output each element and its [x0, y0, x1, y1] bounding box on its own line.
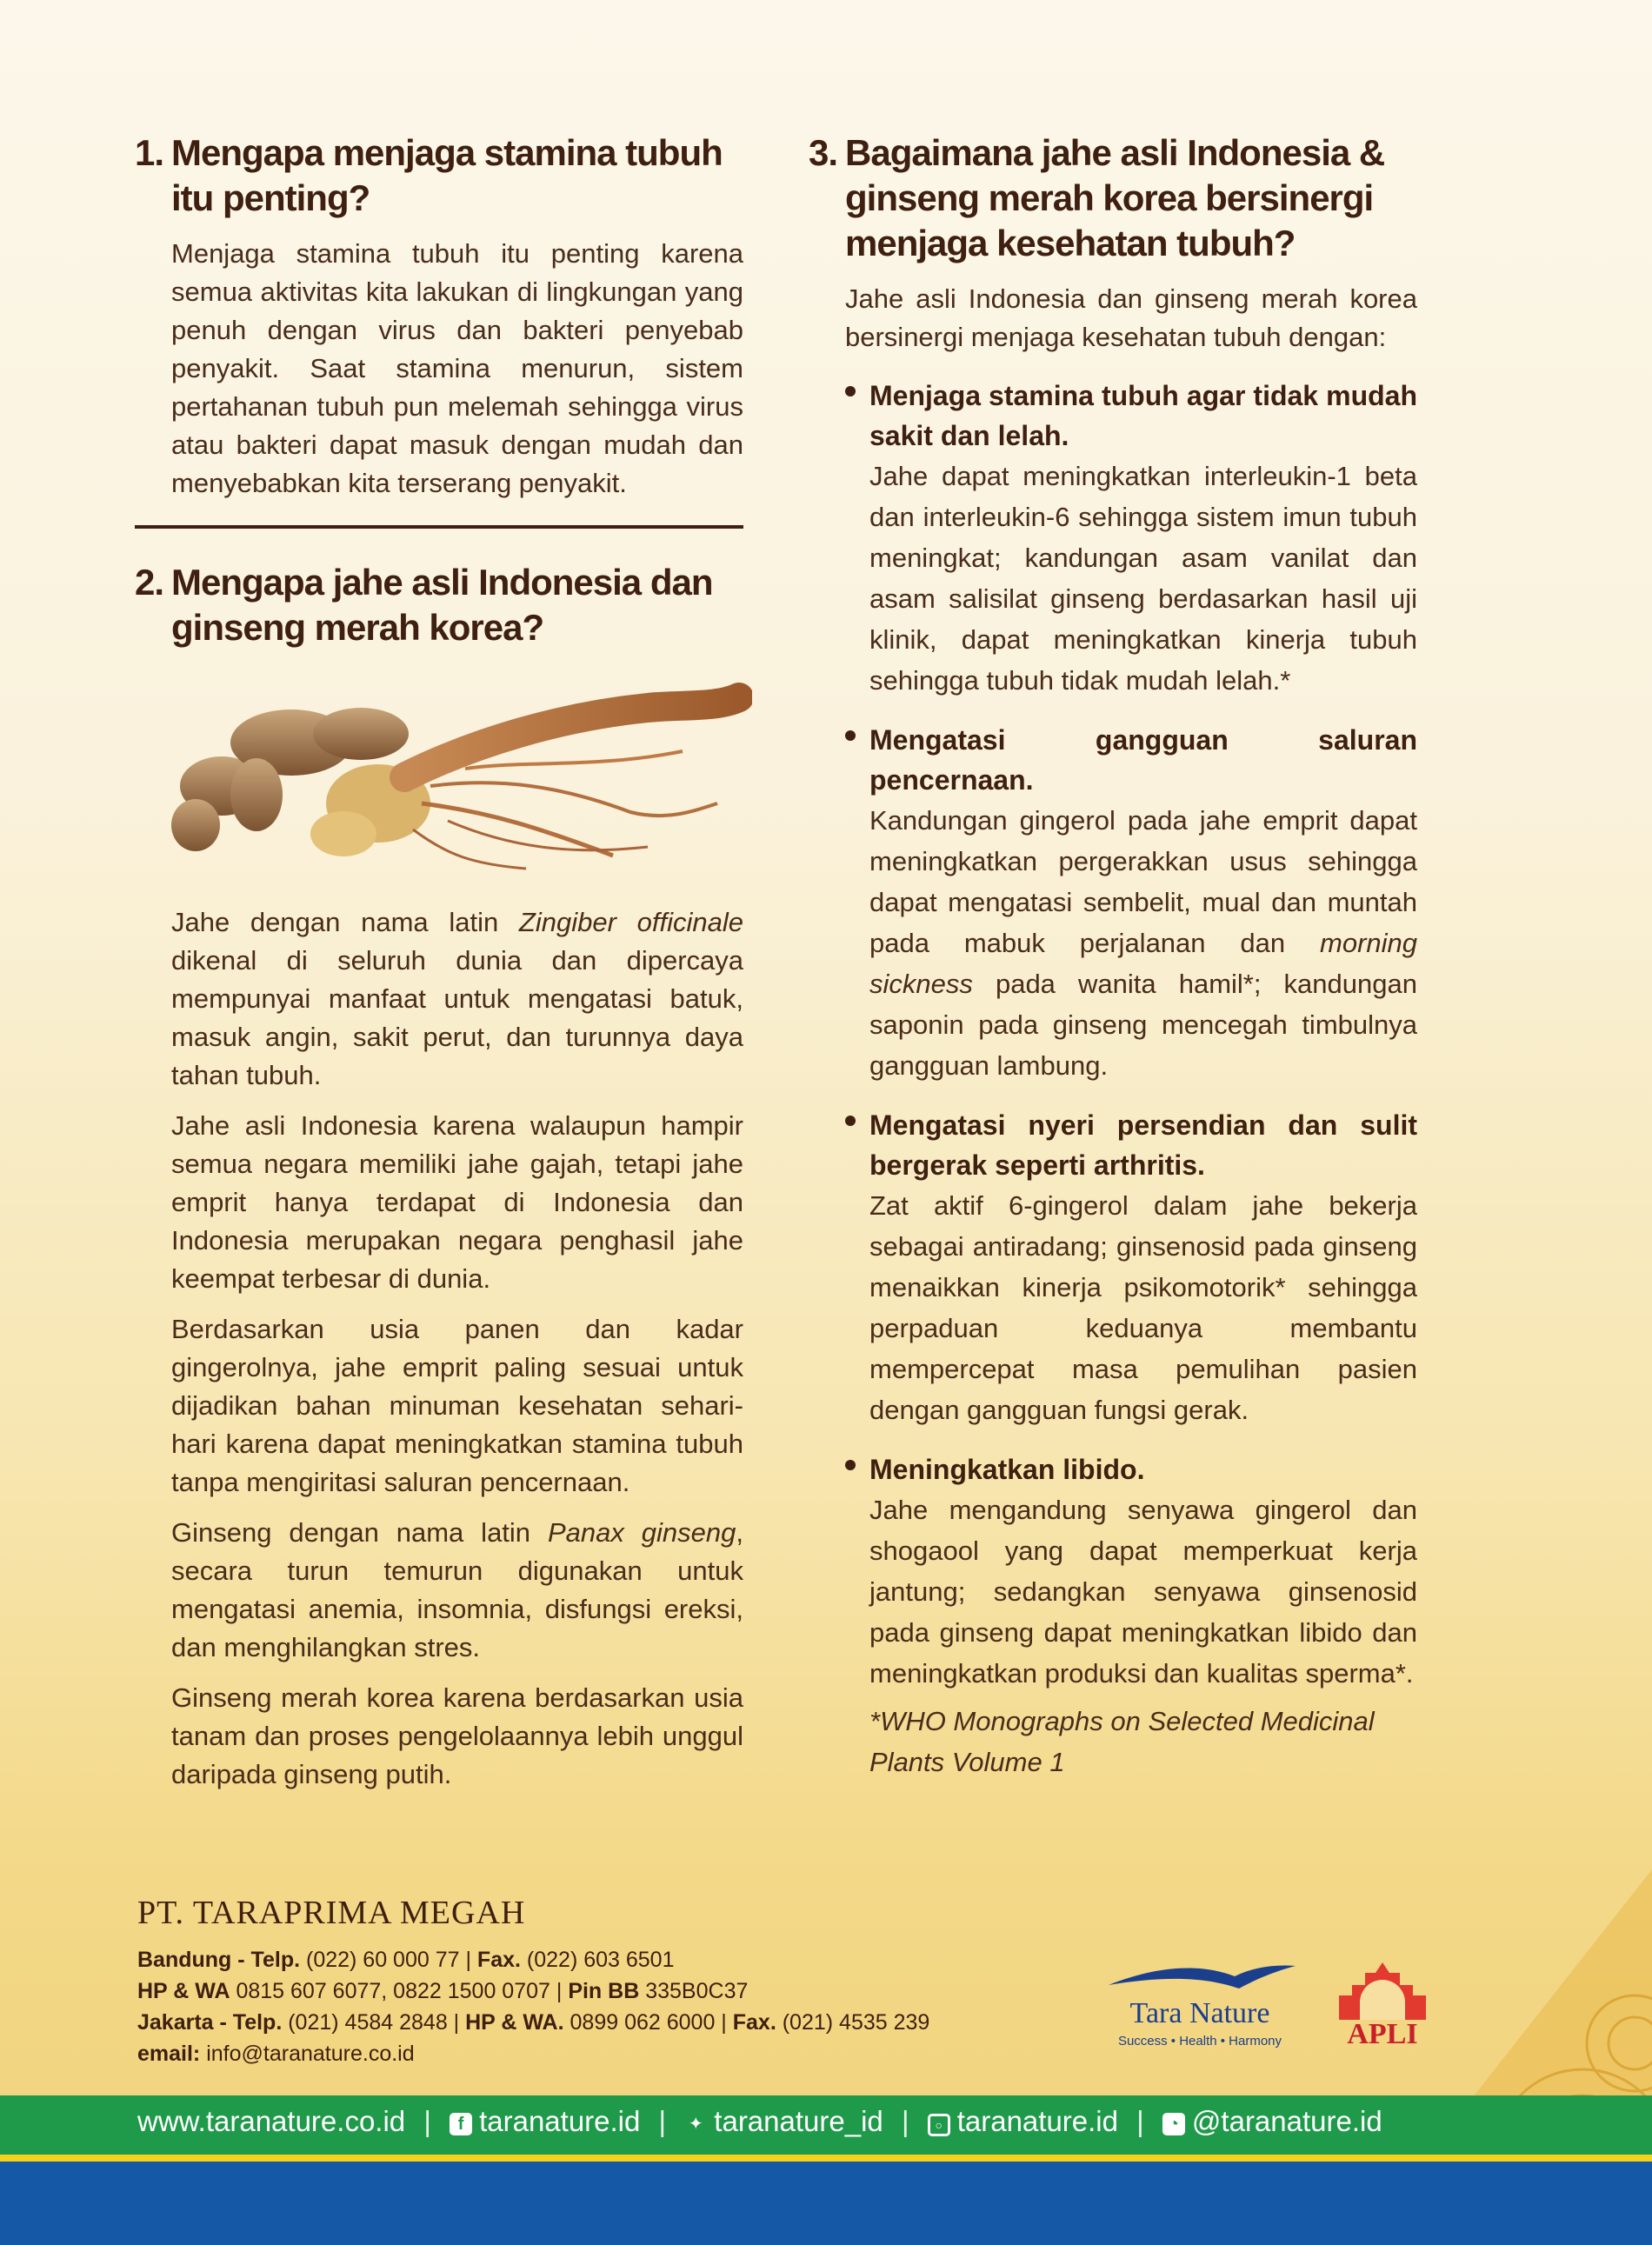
bullet-dot — [845, 386, 856, 396]
apli-text: APLI — [1347, 2018, 1418, 2050]
benefit-body: Zat aktif 6-gingerol dalam jahe bekerja sebagai antiradang; ginsenosid pada ginseng menaikkan kinerja psikomotorik* sehingga perpaduan keduanya membantu mempercepat masa pemulihan pasien dengan gangguan fungsi gerak. — [869, 1190, 1417, 1425]
twitter-icon: ✦ — [688, 2115, 703, 2134]
benefit-item-joints — [809, 1105, 1417, 1430]
benefit-body: Kandungan gingerol pada jahe emprit dapat meningkatkan pergerakkan usus sehingga dapat mengatasi sembelit, mual dan muntah pada mabuk perjalanan dan morning sickness pada wanita hamil*; kandungan saponin pada ginseng mencegah timbulnya gangguan lambung. — [869, 805, 1417, 1081]
benefit-title: Menjaga stamina tubuh agar tidak mudah sakit dan lelah. — [869, 380, 1417, 451]
section2-paragraph-3: Berdasarkan usia panen dan kadar gingerolnya, jahe emprit paling sesuai untuk dijadikan bahan minuman kesehatan sehari-hari karena dapat meningkatkan stamina tubuh tanpa mengiritasi saluran pencernaan. — [171, 1314, 743, 1497]
benefit-title: Mengatasi gangguan saluran pencernaan. — [869, 724, 1417, 796]
bullet-dot — [845, 1460, 856, 1470]
company-name: PT. TARAPRIMA MEGAH — [137, 1895, 526, 1931]
benefit-title: Meningkatkan libido. — [869, 1454, 1145, 1485]
apli-logo — [1322, 1961, 1443, 2074]
section2-title: Mengapa jahe asli Indonesia dan ginseng merah korea? — [171, 562, 713, 648]
separator: | — [658, 2105, 667, 2137]
instagram-link[interactable]: ○ taranature.id — [928, 2105, 1118, 2137]
website-link[interactable]: www.taranature.co.id — [137, 2105, 406, 2137]
section2-number: 2. — [135, 562, 164, 603]
left-column — [135, 130, 743, 1806]
benefit-item-digestion — [809, 720, 1417, 1086]
section1-title: Mengapa menjaga stamina tubuh itu penting? — [171, 132, 723, 218]
section1-body: Menjaga stamina tubuh itu penting karena semua aktivitas kita lakukan di lingkungan yang penuh dengan virus dan bakteri penyebab penyakit. Saat stamina menurun, sistem pertahanan tubuh pun melemah sehingga virus atau bakteri dapat masuk dengan mudah dan menyebabkan kita terserang penyakit. — [171, 238, 743, 498]
apli-crown-icon — [1322, 1961, 1443, 2022]
contact-jakarta: Jakarta - Telp. (021) 4584 2848 | HP & WA. 0899 062 6000 | Fax. (021) 4535 239 — [137, 2010, 930, 2035]
right-column — [809, 130, 1417, 1782]
bird-icon — [1091, 1961, 1309, 1995]
section3-heading — [809, 130, 1417, 266]
reference-note: *WHO Monographs on Selected Medicinal Plants Volume 1 — [869, 1706, 1375, 1777]
section-divider — [135, 525, 743, 529]
benefit-body: Jahe mengandung senyawa gingerol dan shogaool yang dapat memperkuat kerja jantung; sedangkan senyawa ginsenosid pada ginseng dapat meningkatkan libido dan meningkatkan produksi dan kualitas sperma*. — [869, 1495, 1417, 1689]
section2-paragraph-1: Jahe dengan nama latin Zingiber officinale dikenal di seluruh dunia dan dipercaya mempunyai manfaat untuk mengatasi batuk, masuk angin, sakit perut, dan turunnya daya tahan tubuh. — [171, 907, 743, 1090]
tara-nature-name: Tara Nature — [1129, 1997, 1270, 2029]
separator: | — [901, 2105, 909, 2137]
contact-bandung-line2: HP & WA 0815 607 6077, 0822 1500 0707 | Pin BB 335B0C37 — [137, 1979, 749, 2003]
separator: | — [423, 2105, 431, 2137]
email-link[interactable]: info@taranature.co.id — [206, 2042, 415, 2066]
contact-email: email: info@taranature.co.id — [137, 2042, 415, 2066]
line-icon: ◔ — [1162, 2113, 1185, 2135]
section2-paragraph-5: Ginseng merah korea karena berdasarkan usia tanam dan proses pengelolaannya lebih unggul daripada ginseng putih. — [171, 1682, 743, 1789]
instagram-icon: ○ — [928, 2114, 950, 2136]
benefit-item-stamina — [809, 376, 1417, 701]
section1-number: 1. — [135, 132, 164, 173]
section3-title: Bagaimana jahe asli Indonesia & ginseng merah korea bersinergi menjaga kesehatan tubuh? — [845, 132, 1385, 263]
section2-paragraph-4: Ginseng dengan nama latin Panax ginseng, secara turun temurun digunakan untuk mengatasi anemia, insomnia, disfungsi ereksi, dan menghilangkan stres. — [171, 1517, 743, 1662]
benefit-title: Mengatasi nyeri persendian dan sulit bergerak seperti arthritis. — [869, 1109, 1417, 1181]
line-link[interactable]: ◔ @taranature.id — [1162, 2105, 1382, 2137]
tara-nature-logo — [1091, 1961, 1309, 2048]
section1-heading — [135, 130, 743, 221]
benefit-item-libido — [809, 1449, 1417, 1694]
blue-footer-band — [0, 2162, 1652, 2245]
separator: | — [1136, 2105, 1144, 2137]
yellow-stripe — [0, 2155, 1652, 2162]
company-contact — [137, 1894, 1094, 2069]
twitter-link[interactable]: ✦ taranature_id — [684, 2105, 883, 2137]
tara-nature-tagline: Success • Health • Harmony — [1117, 2034, 1282, 2048]
facebook-icon: f — [450, 2113, 472, 2135]
facebook-link[interactable]: f taranature.id — [450, 2105, 640, 2137]
social-links — [137, 2105, 1382, 2138]
section2-heading — [135, 560, 743, 650]
partner-logos — [1091, 1961, 1456, 2074]
bullet-dot — [845, 730, 856, 741]
section3-number: 3. — [809, 132, 838, 173]
section3-intro: Jahe asli Indonesia dan ginseng merah korea bersinergi menjaga kesehatan tubuh dengan: — [845, 283, 1417, 352]
benefit-body: Jahe dapat meningkatkan interleukin-1 beta dan interleukin-6 sehingga sistem imun tubuh meningkat; kandungan asam vanilat dan asam salisilat ginseng berdasarkan hasil uji klinik, dapat meningkatkan kinerja tubuh sehingga tubuh tidak mudah lelah.* — [869, 461, 1417, 696]
section2-paragraph-2: Jahe asli Indonesia karena walaupun hampir semua negara memiliki jahe gajah, tetapi jahe emprit hanya terdapat di Indonesia dan Indonesia merupakan negara penghasil jahe keempat terbesar di dunia. — [171, 1110, 743, 1294]
ginger-ginseng-illustration — [161, 682, 752, 873]
bullet-dot — [845, 1116, 856, 1126]
contact-bandung-line1: Bandung - Telp. (022) 60 000 77 | Fax. (022) 603 6501 — [137, 1948, 675, 1972]
